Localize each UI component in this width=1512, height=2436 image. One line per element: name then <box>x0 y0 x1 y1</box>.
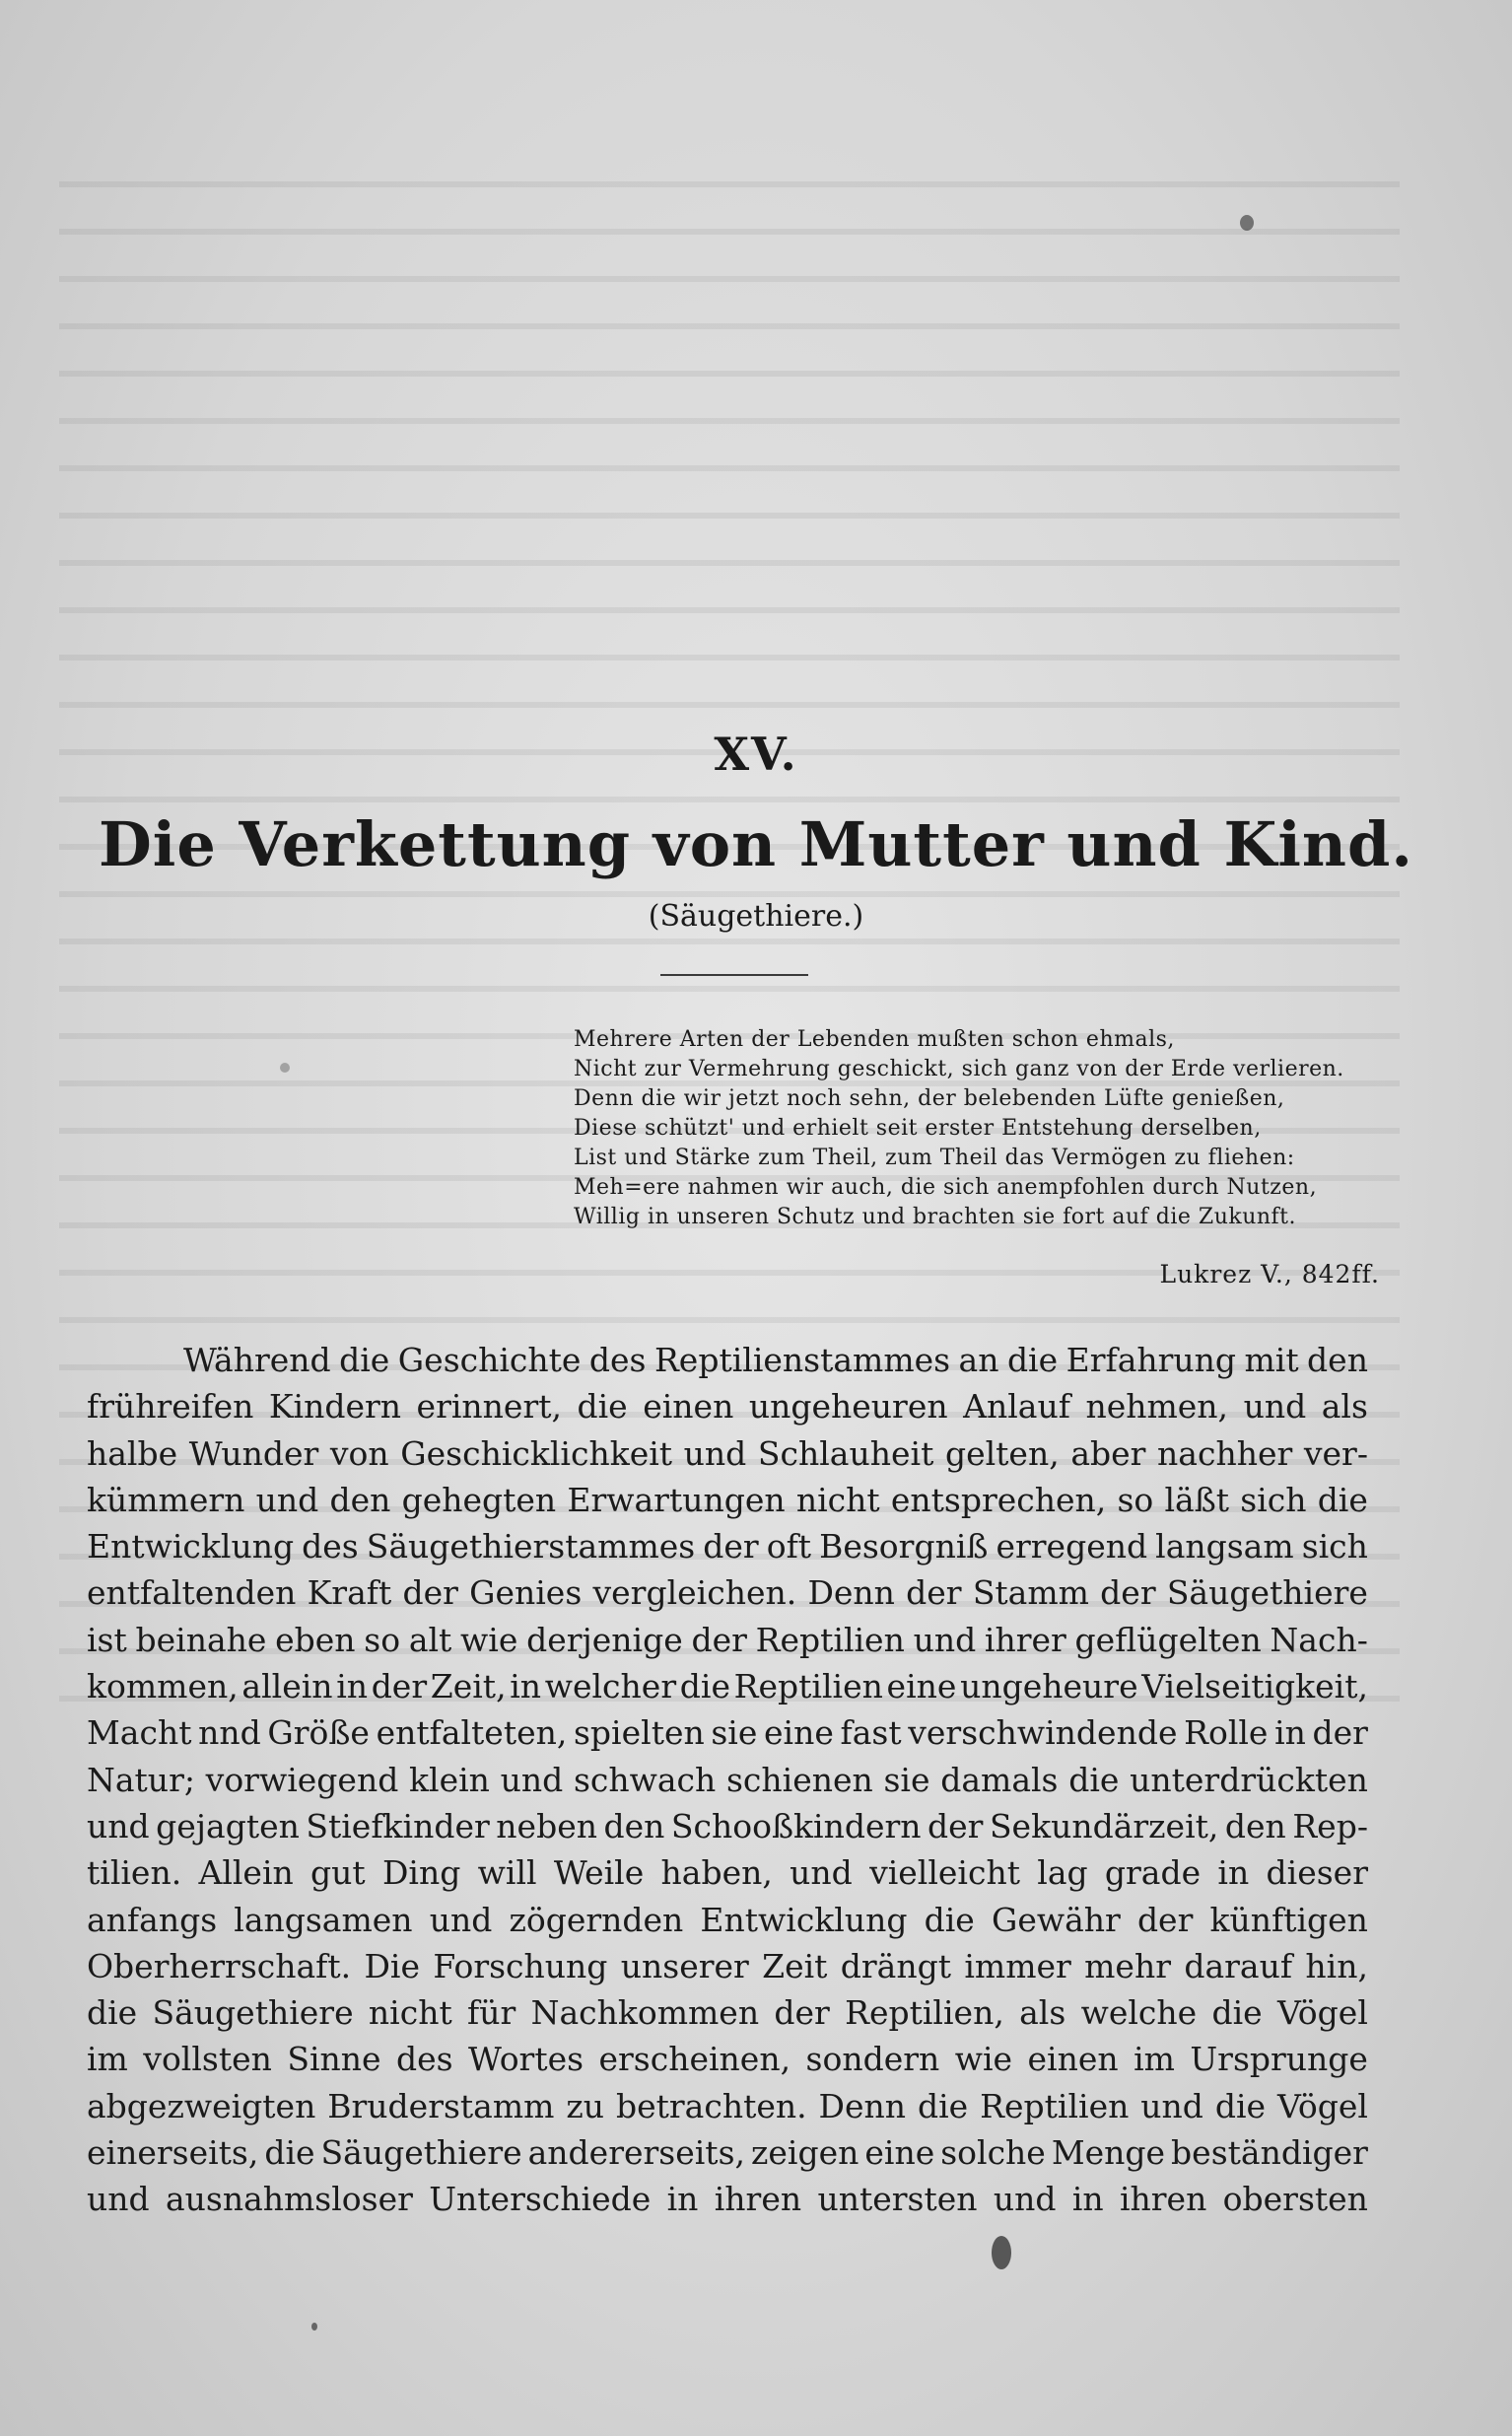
motto-source: Lukrez V., 842ff. <box>1159 1260 1380 1288</box>
motto-line: Denn die wir jetzt noch sehn, der belebenden Lüfte genießen, <box>574 1086 1285 1111</box>
body-line: und gejagten Stiefkinder neben den Schooßkindern der Sekundärzeit, den Rep- <box>87 1806 1368 1845</box>
ink-spot <box>280 1063 290 1073</box>
body-line: entfaltenden Kraft der Genies vergleichen. Denn der Stamm der Säugethiere <box>87 1573 1368 1613</box>
motto-line: Nicht zur Vermehrung geschickt, sich ganz von der Erde verlieren. <box>574 1057 1344 1081</box>
motto-line: Diese schützt' und erhielt seit erster Entstehung derselben, <box>574 1116 1262 1141</box>
body-line: frühreifen Kindern erinnert, die einen ungeheuren Anlauf nehmen, und als <box>87 1387 1368 1427</box>
body-line: halbe Wunder von Geschicklichkeit und Schlauheit gelten, aber nachher ver- <box>87 1433 1368 1473</box>
body-line: tilien. Allein gut Ding will Weile haben, und vielleicht lag grade in dieser <box>87 1853 1368 1893</box>
title-divider <box>660 974 808 976</box>
body-line: Während die Geschichte des Reptilienstammes an die Erfahrung mit den <box>183 1341 1368 1379</box>
body-paragraph <box>87 1337 1368 2223</box>
motto-line: Meh=ere nahmen wir auch, die sich anempfohlen durch Nutzen, <box>574 1175 1318 1200</box>
body-line: Natur; vorwiegend klein und schwach schienen sie damals die unterdrückten <box>87 1760 1368 1799</box>
body-line: und ausnahmsloser Unterschiede in ihren untersten und in ihren obersten <box>87 2180 1368 2219</box>
motto-line: List und Stärke zum Theil, zum Theil das Vermögen zu fliehen: <box>574 1146 1295 1170</box>
body-line: im vollsten Sinne des Wortes erscheinen, sondern wie einen im Ursprunge <box>87 2040 1368 2079</box>
body-line: einerseits, die Säugethiere andererseits, zeigen eine solche Menge beständiger <box>87 2133 1368 2173</box>
motto-line: Mehrere Arten der Lebenden mußten schon ehmals, <box>574 1027 1175 1052</box>
body-line: die Säugethiere nicht für Nachkommen der Reptilien, als welche die Vögel <box>87 1993 1368 2033</box>
body-line: Oberherrschaft. Die Forschung unserer Zeit drängt immer mehr darauf hin, <box>87 1946 1368 1985</box>
body-line: kommen, allein in der Zeit, in welcher die Reptilien eine ungeheure Vielseitigkeit, <box>87 1667 1368 1706</box>
body-line: Entwicklung des Säugethierstammes der oft Besorgniß erregend langsam sich <box>87 1527 1368 1566</box>
motto-block <box>574 1025 1382 1232</box>
chapter-title: Die Verkettung von Mutter und Kind. <box>99 808 1413 880</box>
ink-spot <box>311 2323 317 2331</box>
chapter-subtitle: (Säugethiere.) <box>648 899 864 934</box>
body-line: Macht nnd Größe entfalteten, spielten sie eine fast verschwindende Rolle in der <box>87 1713 1368 1753</box>
body-line: kümmern und den gehegten Erwartungen nicht entsprechen, so läßt sich die <box>87 1480 1368 1519</box>
ink-spot <box>992 2236 1011 2269</box>
body-line: abgezweigten Bruderstamm zu betrachten. Denn die Reptilien und die Vögel <box>87 2086 1368 2125</box>
motto-line: Willig in unseren Schutz und brachten sie fort auf die Zukunft. <box>574 1205 1297 1229</box>
ink-spot <box>1240 215 1254 231</box>
chapter-numeral: XV. <box>714 728 798 781</box>
body-line: anfangs langsamen und zögernden Entwicklung die Gewähr der künftigen <box>87 1900 1368 1939</box>
body-line: ist beinahe eben so alt wie derjenige der Reptilien und ihrer geflügelten Nach- <box>87 1620 1368 1659</box>
